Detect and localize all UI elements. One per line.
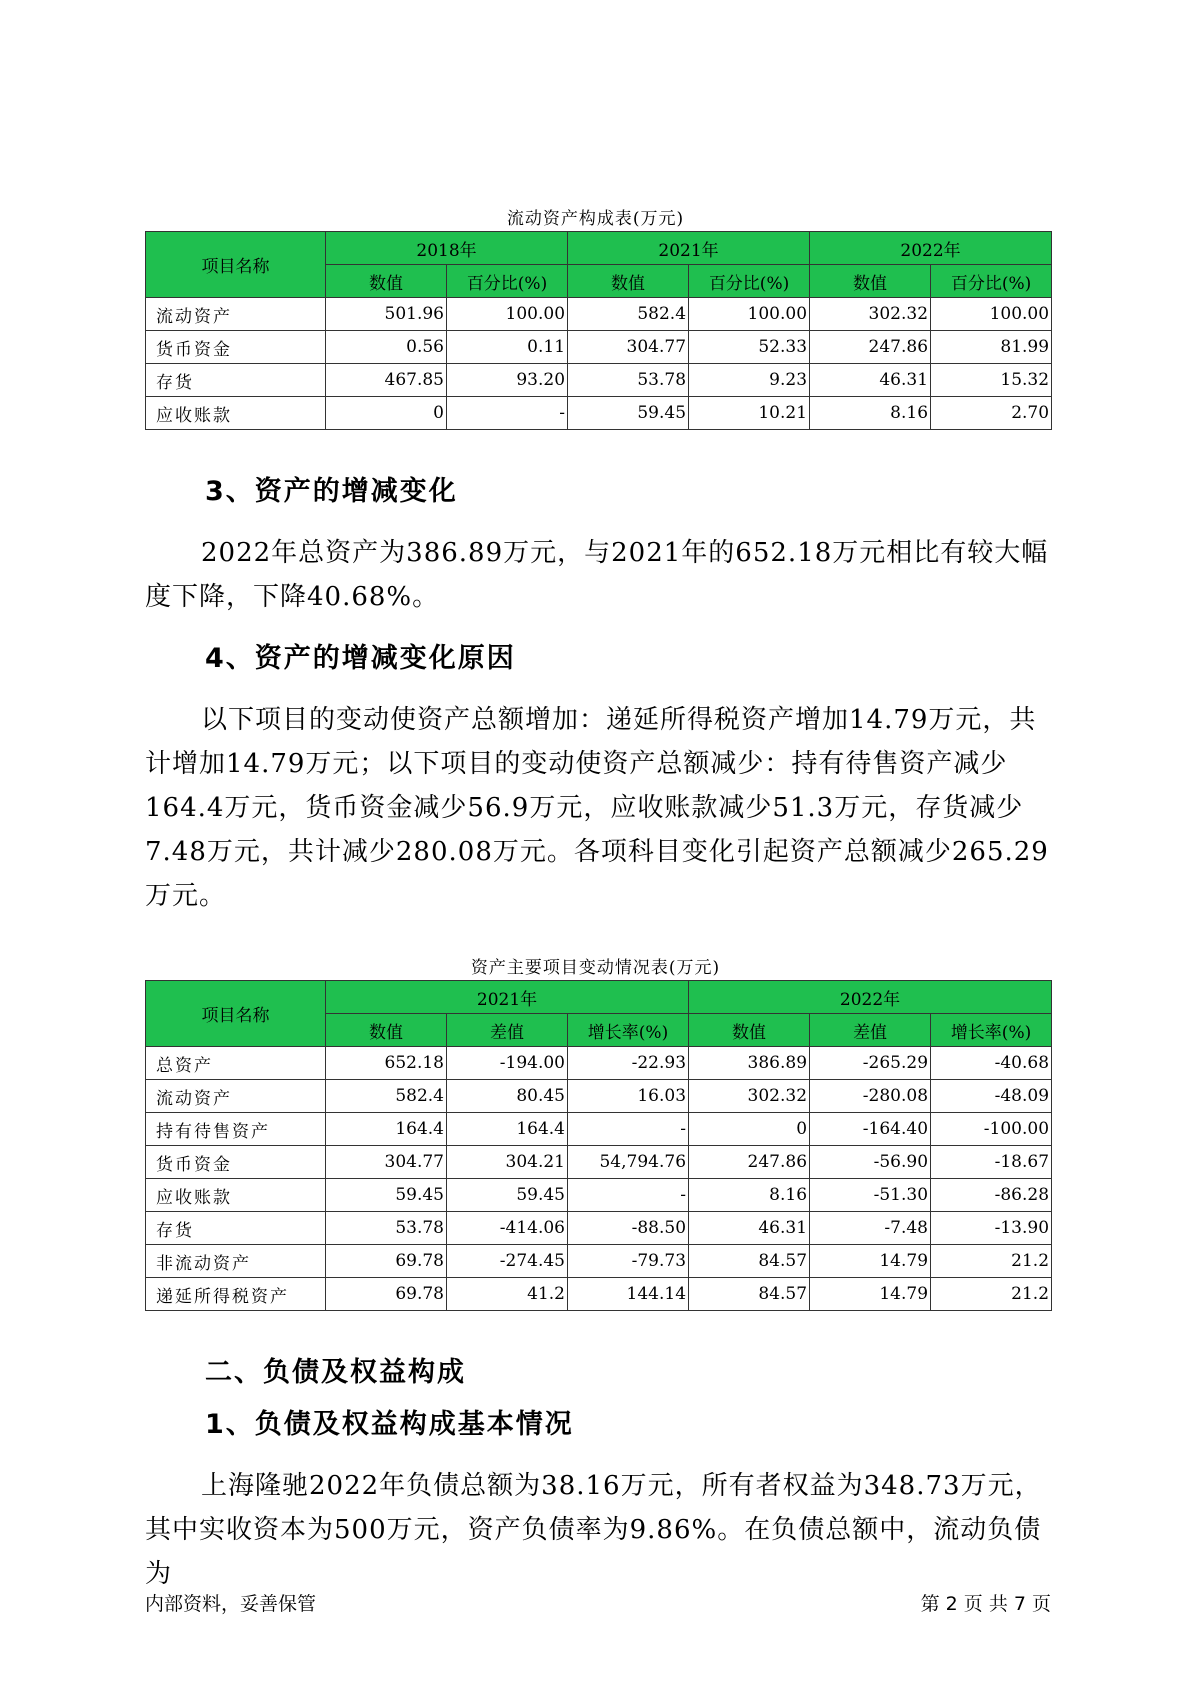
header-year-2021: 2021年 xyxy=(568,232,810,265)
table-cell: 386.89 xyxy=(689,1047,810,1080)
table-row xyxy=(146,364,1052,397)
table-cell: 59.45 xyxy=(568,397,689,430)
header-diff: 差值 xyxy=(447,1014,568,1047)
table-cell: 81.99 xyxy=(931,331,1052,364)
table-row xyxy=(146,298,1052,331)
table-cell: -100.00 xyxy=(931,1113,1052,1146)
table-cell: -414.06 xyxy=(447,1212,568,1245)
table-cell: 21.2 xyxy=(931,1278,1052,1311)
table2-caption: 资产主要项目变动情况表(万元) xyxy=(470,958,721,978)
table-cell: 100.00 xyxy=(931,298,1052,331)
row-label: 非流动资产 xyxy=(146,1245,326,1278)
table-cell: -51.30 xyxy=(810,1179,931,1212)
table-cell: 164.4 xyxy=(447,1113,568,1146)
header-value: 数值 xyxy=(326,1014,447,1047)
table-cell: 9.23 xyxy=(689,364,810,397)
table-row xyxy=(146,1245,1052,1278)
header-year-2022: 2022年 xyxy=(689,981,1052,1014)
table-cell: -22.93 xyxy=(568,1047,689,1080)
table-cell: -86.28 xyxy=(931,1179,1052,1212)
row-label: 货币资金 xyxy=(146,331,326,364)
table-cell: 302.32 xyxy=(689,1080,810,1113)
table-cell: 0 xyxy=(689,1113,810,1146)
table-cell: 0 xyxy=(326,397,447,430)
table-cell: 59.45 xyxy=(447,1179,568,1212)
table-cell: 100.00 xyxy=(689,298,810,331)
table-cell: 501.96 xyxy=(326,298,447,331)
table-cell: 2.70 xyxy=(931,397,1052,430)
table-cell: 16.03 xyxy=(568,1080,689,1113)
table-cell: -194.00 xyxy=(447,1047,568,1080)
table-cell: -164.40 xyxy=(810,1113,931,1146)
part2-heading: 二、负债及权益构成 xyxy=(205,1357,466,1388)
header-growth: 增长率(%) xyxy=(931,1014,1052,1047)
table-cell: 41.2 xyxy=(447,1278,568,1311)
section3-text: 2022年总资产为386.89万元，与2021年的652.18万元相比有较大幅度下降，下降40.68%。 xyxy=(145,538,1049,612)
table-cell: 46.31 xyxy=(810,364,931,397)
section4-heading: 4、资产的增减变化原因 xyxy=(205,643,516,674)
row-label: 流动资产 xyxy=(146,298,326,331)
part2-subheading: 1、负债及权益构成基本情况 xyxy=(205,1409,574,1440)
table-cell: - xyxy=(447,397,568,430)
table-cell: 69.78 xyxy=(326,1245,447,1278)
row-label: 存货 xyxy=(146,364,326,397)
table-cell: 52.33 xyxy=(689,331,810,364)
header-growth: 增长率(%) xyxy=(568,1014,689,1047)
table-cell: 652.18 xyxy=(326,1047,447,1080)
table-cell: 582.4 xyxy=(326,1080,447,1113)
table-row xyxy=(146,1113,1052,1146)
header-percent: 百分比(%) xyxy=(931,265,1052,298)
table-cell: 582.4 xyxy=(568,298,689,331)
row-label: 应收账款 xyxy=(146,1179,326,1212)
header-value: 数值 xyxy=(568,265,689,298)
table-cell: 15.32 xyxy=(931,364,1052,397)
header-value: 数值 xyxy=(689,1014,810,1047)
header-value: 数值 xyxy=(810,265,931,298)
table-cell: 21.2 xyxy=(931,1245,1052,1278)
header-year-2018: 2018年 xyxy=(326,232,568,265)
table-cell: 144.14 xyxy=(568,1278,689,1311)
table-cell: 247.86 xyxy=(810,331,931,364)
table-cell: 53.78 xyxy=(326,1212,447,1245)
header-value: 数值 xyxy=(326,265,447,298)
table-cell: -13.90 xyxy=(931,1212,1052,1245)
table-cell: 69.78 xyxy=(326,1278,447,1311)
table-cell: 164.4 xyxy=(326,1113,447,1146)
table-cell: 304.77 xyxy=(326,1146,447,1179)
section3-heading: 3、资产的增减变化 xyxy=(205,476,458,507)
table-cell: -280.08 xyxy=(810,1080,931,1113)
table-cell: -7.48 xyxy=(810,1212,931,1245)
header-item-name: 项目名称 xyxy=(146,981,326,1047)
row-label: 持有待售资产 xyxy=(146,1113,326,1146)
table-cell: 54,794.76 xyxy=(568,1146,689,1179)
table-cell: 247.86 xyxy=(689,1146,810,1179)
row-label: 货币资金 xyxy=(146,1146,326,1179)
table-cell: -265.29 xyxy=(810,1047,931,1080)
header-percent: 百分比(%) xyxy=(689,265,810,298)
table-row xyxy=(146,1278,1052,1311)
table-cell: 0.56 xyxy=(326,331,447,364)
table-row xyxy=(146,397,1052,430)
table-cell: 59.45 xyxy=(326,1179,447,1212)
table-cell: - xyxy=(568,1179,689,1212)
table-cell: 80.45 xyxy=(447,1080,568,1113)
table-cell: -79.73 xyxy=(568,1245,689,1278)
table-cell: 8.16 xyxy=(810,397,931,430)
table-row xyxy=(146,1179,1052,1212)
table-cell: -40.68 xyxy=(931,1047,1052,1080)
footer-page-number: 第 2 页 共 7 页 xyxy=(920,1593,1051,1615)
row-label: 流动资产 xyxy=(146,1080,326,1113)
row-label: 应收账款 xyxy=(146,397,326,430)
table-cell: 46.31 xyxy=(689,1212,810,1245)
row-label: 总资产 xyxy=(146,1047,326,1080)
table-cell: 14.79 xyxy=(810,1245,931,1278)
table-cell: 302.32 xyxy=(810,298,931,331)
table-cell: 53.78 xyxy=(568,364,689,397)
header-year-2021: 2021年 xyxy=(326,981,689,1014)
table-row xyxy=(146,1146,1052,1179)
table-cell: 84.57 xyxy=(689,1278,810,1311)
table-cell: 93.20 xyxy=(447,364,568,397)
table-cell: 10.21 xyxy=(689,397,810,430)
table-cell: 14.79 xyxy=(810,1278,931,1311)
table-cell: 100.00 xyxy=(447,298,568,331)
table-row xyxy=(146,1047,1052,1080)
table-cell: -274.45 xyxy=(447,1245,568,1278)
header-year-2022: 2022年 xyxy=(810,232,1052,265)
table-cell: - xyxy=(568,1113,689,1146)
header-percent: 百分比(%) xyxy=(447,265,568,298)
table-cell: -48.09 xyxy=(931,1080,1052,1113)
table-row xyxy=(146,1212,1052,1245)
table-cell: -56.90 xyxy=(810,1146,931,1179)
table-cell: -18.67 xyxy=(931,1146,1052,1179)
table-cell: 467.85 xyxy=(326,364,447,397)
table-cell: 84.57 xyxy=(689,1245,810,1278)
table-cell: 0.11 xyxy=(447,331,568,364)
row-label: 递延所得税资产 xyxy=(146,1278,326,1311)
table-cell: -88.50 xyxy=(568,1212,689,1245)
table-row xyxy=(146,1080,1052,1113)
table-cell: 8.16 xyxy=(689,1179,810,1212)
header-diff: 差值 xyxy=(810,1014,931,1047)
current-assets-table xyxy=(145,231,1052,430)
table-cell: 304.21 xyxy=(447,1146,568,1179)
header-item-name: 项目名称 xyxy=(146,232,326,298)
row-label: 存货 xyxy=(146,1212,326,1245)
table-cell: 304.77 xyxy=(568,331,689,364)
table1-caption: 流动资产构成表(万元) xyxy=(506,209,685,229)
asset-changes-table xyxy=(145,980,1052,1311)
section4-text: 以下项目的变动使资产总额增加：递延所得税资产增加14.79万元，共计增加14.79万元；以下项目的变动使资产总额减少：持有待售资产减少164.4万元，货币资金减少56.9万元，应收账款减少51.3万元，存货减少7.48万元，共计减少280.08万元。各项科目变化引起资产总额减少265.29万元。 xyxy=(145,705,1049,911)
footer-confidential-note: 内部资料，妥善保管 xyxy=(145,1593,317,1615)
part2-text: 上海隆驰2022年负债总额为38.16万元，所有者权益为348.73万元，其中实收资本为500万元，资产负债率为9.86%。在负债总额中，流动负债为 xyxy=(145,1471,1042,1589)
table-row xyxy=(146,331,1052,364)
